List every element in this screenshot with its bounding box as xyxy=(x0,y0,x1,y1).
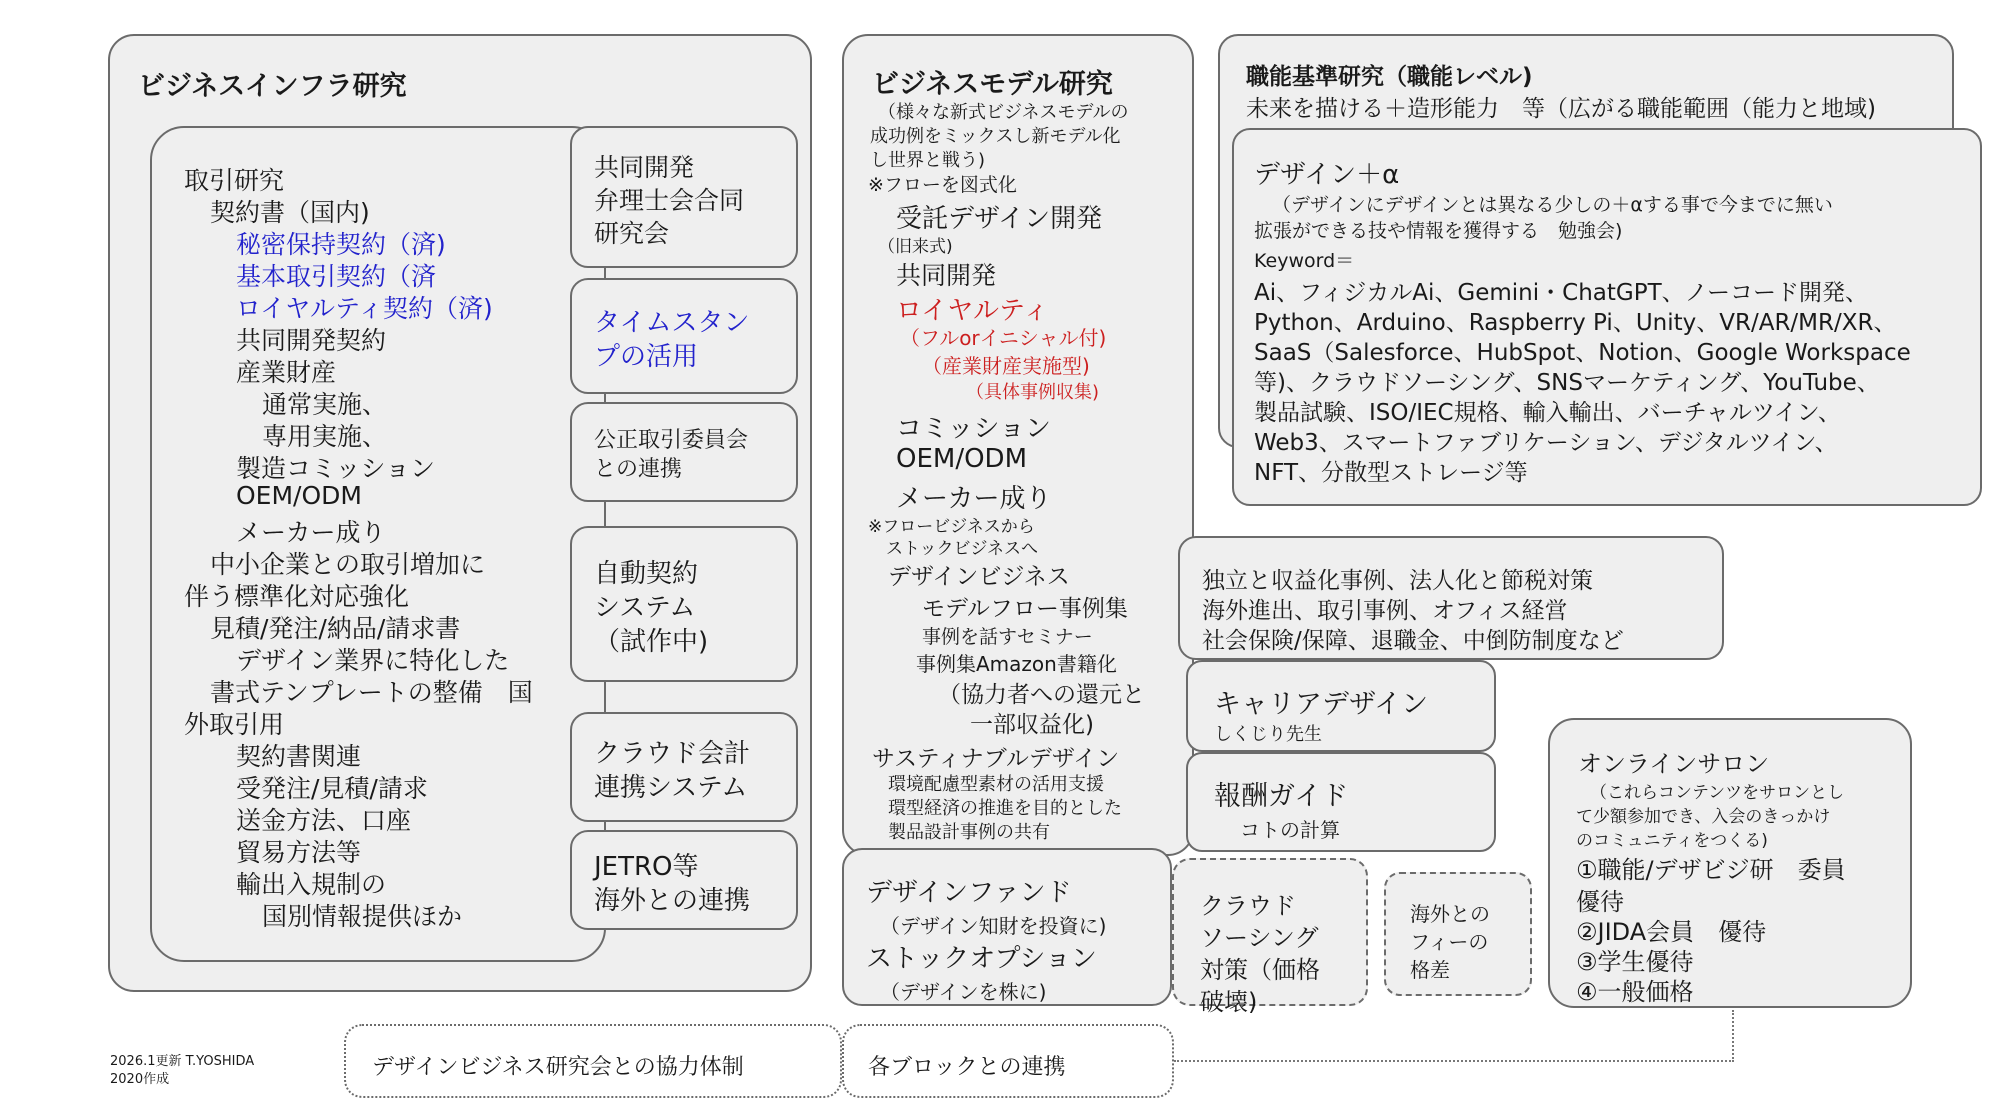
contract-line: 見積/発注/納品/請求書 xyxy=(210,614,461,643)
online-salon-line: ④一般価格 xyxy=(1576,978,1694,1006)
business-model-line: 一部収益化) xyxy=(970,712,1094,738)
update-note: 2026.1更新 T.YOSHIDA xyxy=(110,1054,255,1069)
crowdsourcing-line: 破壊) xyxy=(1200,988,1258,1016)
contract-line: 秘密保持契約（済) xyxy=(236,230,446,259)
business-model-line: 成功例をミックスし新モデル化 xyxy=(870,126,1121,147)
infra-side-box-line: 海外との連携 xyxy=(594,886,751,916)
contract-line: デザイン業界に特化した xyxy=(236,646,510,675)
business-model-line: コミッション xyxy=(896,414,1051,444)
crowdsourcing-line: 対策（価格 xyxy=(1200,956,1320,984)
contract-line: 国別情報提供ほか xyxy=(262,902,463,931)
contract-line: 取引研究 xyxy=(184,166,285,195)
connector-vertical xyxy=(1732,1010,1734,1062)
business-model-line: （具体事例収集) xyxy=(966,382,1100,403)
business-model-title: ビジネスモデル研究 xyxy=(872,69,1113,100)
contract-line: 通常実施、 xyxy=(262,390,388,419)
online-salon-line: て少額参加でき、入会のきっかけ xyxy=(1576,807,1831,827)
cooperation-label: デザインビジネス研究会との協力体制 xyxy=(372,1055,744,1080)
business-model-line: メーカー成り xyxy=(896,484,1052,514)
created-note: 2020作成 xyxy=(110,1072,170,1087)
infra-side-box-line: との連携 xyxy=(594,457,683,482)
business-model-line: 環境配慮型素材の活用支援 xyxy=(888,774,1104,795)
business-model-line: ロイヤルティ xyxy=(896,296,1049,326)
design-plus-alpha-line: Python、Arduino、Raspberry Pi、Unity、VR/AR/MR/XR、 xyxy=(1254,310,1897,336)
design-fund-line: デザインファンド xyxy=(866,878,1072,908)
design-plus-alpha-line: Keyword＝ xyxy=(1254,250,1355,272)
infra-side-box-line: タイムスタン xyxy=(594,307,750,338)
design-plus-alpha-line: SaaS（Salesforce、HubSpot、Notion、Google Workspace xyxy=(1254,340,1911,366)
contract-line: メーカー成り xyxy=(236,518,386,547)
independence-line: 社会保険/保障、退職金、中倒防制度など xyxy=(1202,628,1624,654)
career-design-sub: しくじり先生 xyxy=(1214,724,1322,745)
design-plus-alpha-line: 拡張ができる技や情報を獲得する 勉強会) xyxy=(1254,220,1623,242)
online-salon-line: のコミュニティをつくる) xyxy=(1576,831,1768,851)
contract-line: 送金方法、口座 xyxy=(236,806,412,835)
contract-line: OEM/ODM xyxy=(236,481,362,510)
business-model-line: （協力者への還元と xyxy=(938,682,1145,708)
business-model-line: 製品設計事例の共有 xyxy=(888,822,1050,843)
independence-line: 独立と収益化事例、法人化と節税対策 xyxy=(1202,568,1593,594)
overseas-fee-line: 格差 xyxy=(1410,958,1450,982)
infra-side-box-line: クラウド会計 xyxy=(594,738,751,769)
business-model-line: 共同開発 xyxy=(896,261,997,290)
infra-side-box-line: 共同開発 xyxy=(594,152,695,182)
design-plus-alpha-line: （デザインにデザインとは異なる少しの＋αする事で今までに無い xyxy=(1272,194,1833,216)
business-model-line: （旧来式) xyxy=(878,237,953,257)
overseas-fee-line: 海外との xyxy=(1410,902,1490,926)
online-salon-line: ③学生優待 xyxy=(1576,948,1694,976)
infra-side-box-line: 研究会 xyxy=(594,218,670,248)
business-model-line: ストックビジネスへ xyxy=(886,539,1038,559)
online-salon-line: オンラインサロン xyxy=(1578,750,1770,778)
connector-horizontal xyxy=(1174,1060,1734,1062)
block-link-label: 各ブロックとの連携 xyxy=(868,1055,1066,1080)
contract-line: 製造コミッション xyxy=(236,454,436,483)
contract-line: 外取引用 xyxy=(184,710,285,739)
design-fund-line: ストックオプション xyxy=(866,944,1097,974)
infra-side-box-line: 自動契約 xyxy=(594,558,699,589)
business-infra-title: ビジネスインフラ研究 xyxy=(138,71,407,102)
reward-guide-sub: コトの計算 xyxy=(1240,818,1340,842)
contract-line: 契約書（国内) xyxy=(210,198,370,227)
contract-line: 共同開発契約 xyxy=(236,326,387,355)
infra-side-box-line: 弁理士会合同 xyxy=(594,185,745,215)
online-salon-line: ②JIDA会員 優待 xyxy=(1576,918,1767,946)
infra-side-box-line: 連携システム xyxy=(594,773,748,803)
business-model-line: （様々な新式ビジネスモデルの xyxy=(878,102,1129,123)
design-plus-alpha-line: Web3、スマートファブリケーション、デジタルツイン、 xyxy=(1254,430,1838,456)
business-model-line: モデルフロー事例集 xyxy=(922,596,1128,622)
design-plus-alpha-line: Ai、フィジカルAi、Gemini・ChatGPT、ノーコード開発、 xyxy=(1254,280,1868,306)
crowdsourcing-line: ソーシング xyxy=(1200,924,1319,952)
business-model-line: ※フローを図式化 xyxy=(868,174,1017,196)
design-plus-alpha-line: 等)、クラウドソーシング、SNSマーケティング、YouTube、 xyxy=(1254,370,1880,396)
business-model-line: 事例を話すセミナー xyxy=(922,626,1093,648)
infra-side-box-line: プの活用 xyxy=(594,342,699,372)
business-model-line: （産業財産実施型) xyxy=(922,354,1090,378)
independence-line: 海外進出、取引事例、オフィス経営 xyxy=(1202,598,1568,624)
contract-line: ロイヤルティ契約（済) xyxy=(236,294,493,323)
contract-line: 輸出入規制の xyxy=(236,870,387,899)
infra-side-box-line: （試作中) xyxy=(594,627,709,658)
contract-line: 受発注/見積/請求 xyxy=(236,774,428,803)
contract-line: 中小企業との取引増加に xyxy=(210,550,486,579)
business-model-line: 事例集Amazon書籍化 xyxy=(916,652,1117,676)
online-salon-line: （これらコンテンツをサロンとし xyxy=(1590,783,1845,803)
contract-line: 産業財産 xyxy=(236,358,337,387)
business-model-line: 受託デザイン開発 xyxy=(896,204,1103,234)
reward-guide-title: 報酬ガイド xyxy=(1214,781,1349,812)
overseas-fee-line: フィーの xyxy=(1410,930,1489,954)
infra-side-box-line: システム xyxy=(594,592,696,623)
contract-line: 書式テンプレートの整備 国 xyxy=(210,678,533,707)
business-model-line: 環型経済の推進を目的とした xyxy=(888,798,1122,819)
contract-line: 専用実施、 xyxy=(262,422,388,451)
skill-standard-subtitle: 未来を描ける＋造形能力 等（広がる職能範囲（能力と地域) xyxy=(1246,96,1876,122)
business-model-line: （フルorイニシャル付) xyxy=(900,326,1107,350)
business-model-line: サスティナブルデザイン xyxy=(872,746,1120,772)
infra-side-box-line: JETRO等 xyxy=(594,851,699,882)
design-fund-line: （デザインを株に) xyxy=(880,980,1047,1004)
business-model-line: デザインビジネス xyxy=(888,564,1070,590)
business-model-line: し世界と戦う) xyxy=(870,150,986,171)
business-model-line: OEM/ODM xyxy=(896,444,1028,474)
design-plus-alpha-line: 製品試験、ISO/IEC規格、輸入輸出、バーチャルツイン、 xyxy=(1254,400,1841,426)
contract-line: 貿易方法等 xyxy=(236,838,362,867)
design-fund-line: （デザイン知財を投資に) xyxy=(880,914,1107,938)
design-plus-alpha-line: NFT、分散型ストレージ等 xyxy=(1254,460,1528,486)
contract-line: 基本取引契約（済 xyxy=(236,262,437,291)
online-salon-line: ①職能/デザビジ研 委員 xyxy=(1576,856,1846,884)
skill-standard-title: 職能基準研究（職能レベル) xyxy=(1246,64,1533,90)
contract-line: 伴う標準化対応強化 xyxy=(184,582,410,611)
infra-side-box-line: 公正取引委員会 xyxy=(594,427,749,453)
career-design-title: キャリアデザイン xyxy=(1214,689,1429,720)
contract-line: 契約書関連 xyxy=(236,742,362,771)
design-plus-alpha-line: デザイン＋α xyxy=(1254,160,1400,190)
online-salon-line: 優待 xyxy=(1576,888,1624,916)
crowdsourcing-line: クラウド xyxy=(1200,892,1296,920)
business-model-line: ※フロービジネスから xyxy=(868,517,1035,537)
